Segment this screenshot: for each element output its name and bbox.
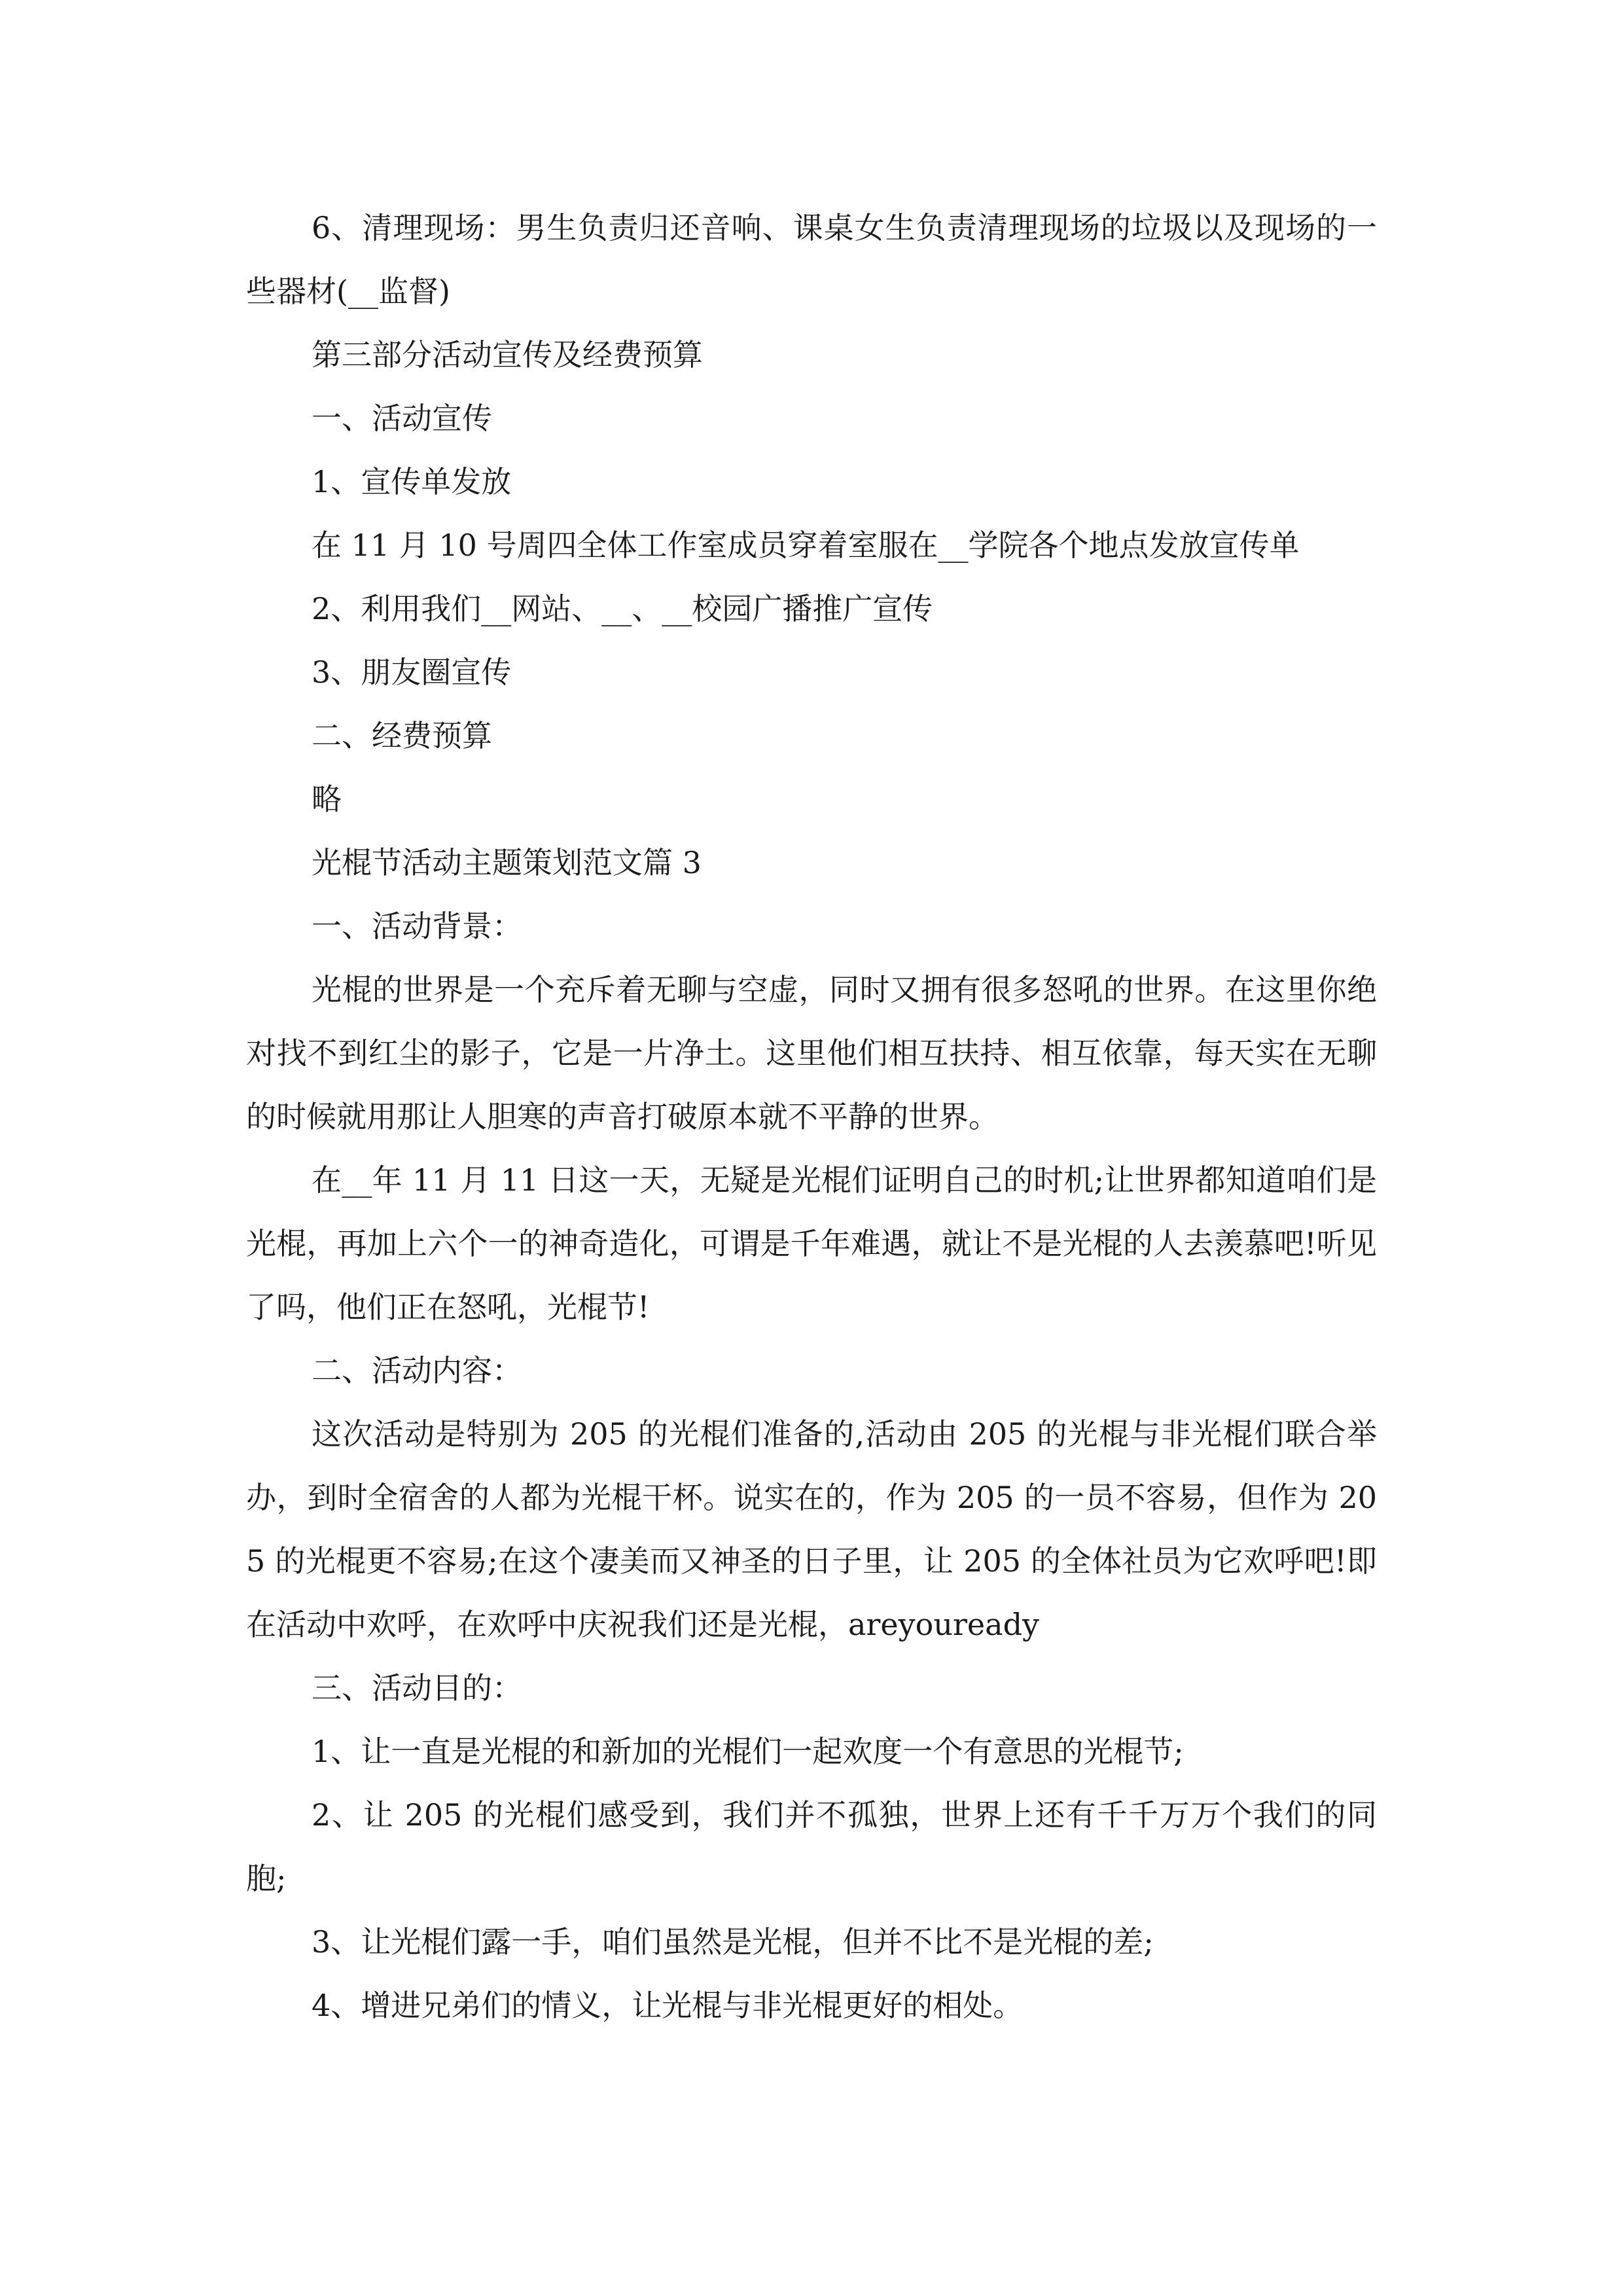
list-item-purpose-3: 3、让光棍们露一手，咱们虽然是光棍，但并不比不是光棍的差;	[312, 1924, 1154, 1960]
paragraph-omitted: 略	[312, 781, 342, 817]
subheading-publicity: 一、活动宣传	[312, 401, 492, 436]
paragraph-flyers-detail: 在 11 月 10 号周四全体工作室成员穿着室服在__学院各个地点发放宣传单	[312, 528, 1300, 563]
paragraph-content: 这次活动是特别为 205 的光棍们准备的,活动由 205 的光棍与非光棍们联合举办，到时全宿舍的人都为光棍干杯。说实在的，作为 205 的一员不容易，但作为 205 的光棍更不容易;在这个凄美而又神圣的日子里，让 205 的全体社员为它欢呼吧!即在活动中欢呼，在欢呼中庆祝我们还是光棍，areyouready	[246, 1416, 1377, 1642]
paragraph-background-2: 在__年 11 月 11 日这一天，无疑是光棍们证明自己的时机;让世界都知道咱们是光棍，再加上六个一的神奇造化，可谓是千年难遇，就让不是光棍的人去羡慕吧!听见了吗，他们正在怒吼，光棍节!	[246, 1162, 1377, 1325]
subheading-purpose: 三、活动目的：	[312, 1670, 522, 1706]
paragraph-background-1: 光棍的世界是一个充斥着无聊与空虚，同时又拥有很多怒吼的世界。在这里你绝对找不到红尘的影子，它是一片净土。这里他们相互扶持、相互依靠，每天实在无聊的时候就用那让人胆寒的声音打破原本就不平静的世界。	[246, 972, 1377, 1134]
document-body	[246, 196, 1377, 2037]
list-item-purpose-4: 4、增进兄弟们的情义，让光棍与非光棍更好的相处。	[312, 1988, 1024, 2023]
list-item-moments: 3、朋友圈宣传	[312, 655, 512, 690]
list-item-flyers: 1、宣传单发放	[312, 464, 512, 499]
paragraph-1: 6、清理现场：男生负责归还音响、课桌女生负责清理现场的垃圾以及现场的一些器材(__监督)	[246, 210, 1377, 309]
subheading-content: 二、活动内容：	[312, 1353, 522, 1388]
section-heading-3: 第三部分活动宣传及经费预算	[312, 337, 703, 372]
article-title-3: 光棍节活动主题策划范文篇 3	[312, 845, 702, 880]
subheading-budget: 二、经费预算	[312, 718, 492, 753]
list-item-purpose-1: 1、让一直是光棍的和新加的光棍们一起欢度一个有意思的光棍节;	[312, 1734, 1184, 1769]
subheading-background: 一、活动背景：	[312, 908, 522, 944]
list-item-website: 2、利用我们__网站、__、__校园广播推广宣传	[312, 591, 933, 626]
list-item-purpose-2: 2、让 205 的光棍们感受到，我们并不孤独，世界上还有千千万万个我们的同胞;	[246, 1797, 1377, 1896]
